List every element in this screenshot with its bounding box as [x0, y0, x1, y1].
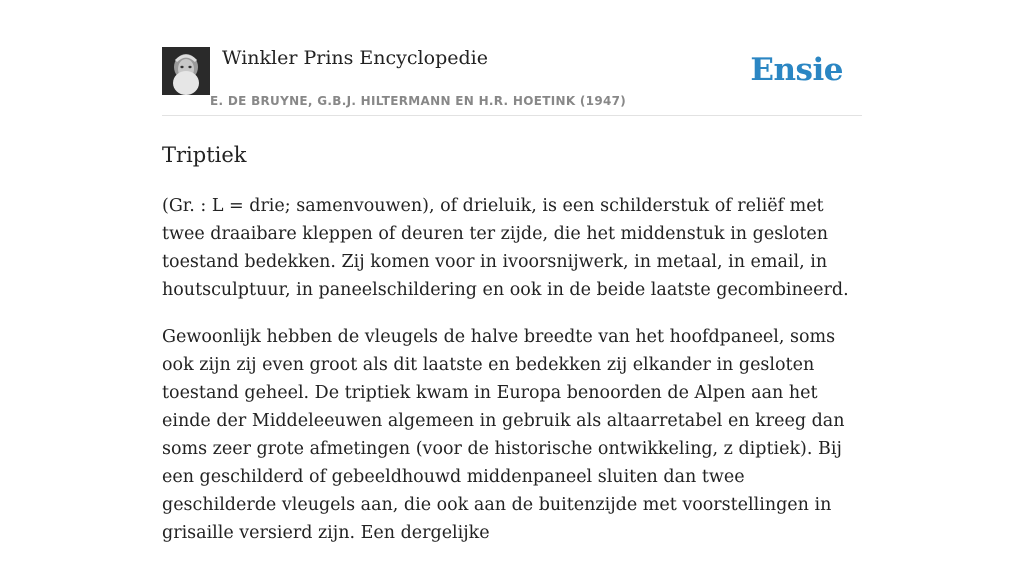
article-body [162, 192, 862, 566]
article-paragraph: (Gr. : L = drie; samenvouwen), of drieluik, is een schilderstuk of reliëf met twee draaibare kleppen of deuren ter zijde, die het middenstuk in gesloten toestand bedekken. Zij komen voor in ivoorsnijwerk, in metaal, in email, in houtsculptuur, in paneelschildering en ook in de beide laatste gecombineerd. [162, 196, 849, 300]
source-title[interactable]: Winkler Prins Encyclopedie [222, 47, 488, 69]
article-paragraph: Gewoonlijk hebben de vleugels de halve breedte van het hoofdpaneel, soms ook zijn zij even groot als dit laatste en bedekken zij elkander in gesloten toestand geheel. De triptiek kwam in Europa benoorden de Alpen aan het einde der Middeleeuwen algemeen in gebruik als altaarretabel en kreeg dan soms zeer grote afmetingen (voor de historische ontwikkeling, z diptiek). Bij een geschilderd of gebeeldhouwd middenpaneel sluiten dan twee geschilderde vleugels aan, die ook aan de buitenzijde met voorstellingen in grisaille versierd zijn. Een dergelijke [162, 327, 845, 543]
source-header [162, 0, 862, 116]
source-authors: E. DE BRUYNE, G.B.J. HILTERMANN EN H.R. HOETINK (1947) [210, 94, 627, 108]
article-title: Triptiek [162, 143, 247, 167]
ensie-logo-link[interactable]: Ensie [750, 52, 843, 88]
author-avatar-icon [162, 47, 210, 95]
page [162, 0, 862, 543]
